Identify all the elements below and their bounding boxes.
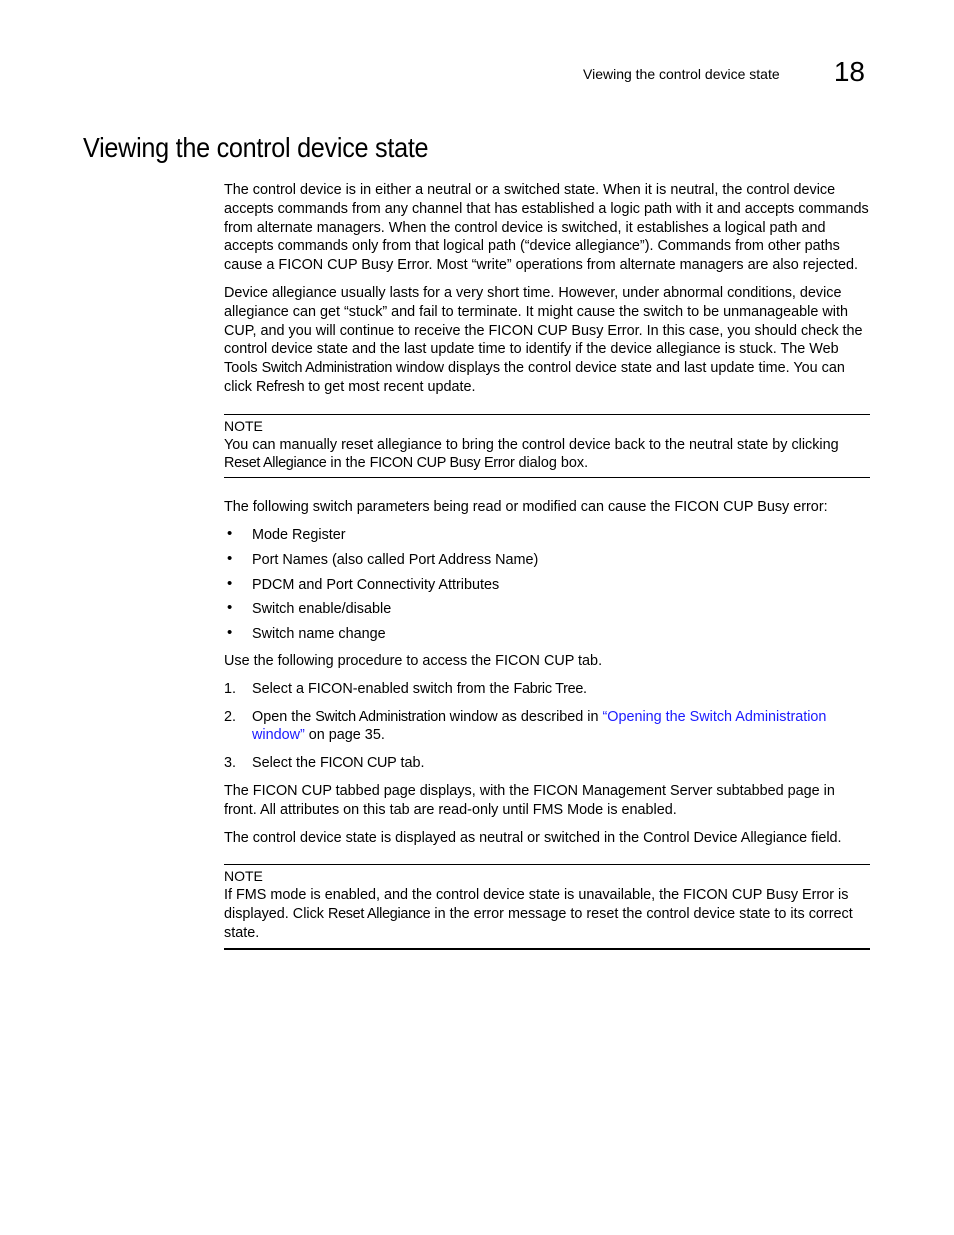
switch-administration-ui-term: Switch Administration [315,708,446,725]
note-box [224,864,870,949]
list-item: • PDCM and Port Connectivity Attributes [224,576,870,601]
params-intro: The following switch parameters being read or modified can cause the FICON CUP Busy error: [224,499,828,516]
chapter-number: 18 [833,56,865,87]
ficon-cup-busy-error-ui-term: FICON CUP Busy Error [369,455,515,472]
parameter-list [224,526,870,650]
cross-reference-link[interactable]: “Opening the Switch Administration window” [252,708,827,744]
note-label: NOTE [224,417,263,434]
refresh-ui-term: Refresh [255,378,305,395]
reset-allegiance-ui-term: Reset Allegiance [327,905,431,922]
note-label: NOTE [224,868,263,885]
list-item: • Port Names (also called Port Address Name) [224,551,870,576]
list-item: • Mode Register [224,526,870,551]
procedure-intro: Use the following procedure to access the FICON CUP tab. [224,652,603,669]
step-1: 1. Select a FICON-enabled switch from the Fabric Tree. [224,680,588,697]
reset-allegiance-ui-term: Reset Allegiance [224,455,327,472]
switch-administration-ui-term: Switch Administration [261,360,393,377]
step-3: 3. Select the FICON CUP tab. [224,755,425,772]
allegiance-paragraph: Device allegiance usually lasts for a very short time. However, under abnormal conditions, device allegiance can get “stuck” and fail to terminate. It might cause the switch to be unmanageable with CUP, and you will continue to receive the FICON CUP Busy Error. In this case, you should check the control device state and the last update time to identify if the device allegiance is stuck. The Web Tools Switch Administration window displays the control device state and last update time. You can click Refresh to get most recent update. [224,284,863,395]
note-text: You can manually reset allegiance to bring the control device back to the neutral state by clicking Reset Allegiance in the FICON CUP Busy Error dialog box. [224,436,839,472]
document-body [224,181,870,970]
note-text: If FMS mode is enabled, and the control device state is unavailable, the FICON CUP Busy Error is displayed. Click Reset Allegiance in the error message to reset the control device state to its correct state. [224,887,853,941]
allegiance-field-paragraph: The control device state is displayed as neutral or switched in the Control Device Allegiance field. [224,829,842,846]
step-2: 2. Open the Switch Administration window as described in “Opening the Switch Administration window” on page 35. [224,708,827,744]
list-item: • Switch enable/disable [224,600,870,625]
page-title: Viewing the control device state [83,132,429,163]
ficon-cup-ui-term: FICON CUP [320,755,397,772]
procedure-steps [224,680,870,773]
list-item: • Switch name change [224,625,870,650]
note-box [224,414,870,478]
running-title: Viewing the control device state [583,66,780,82]
result-paragraph: The FICON CUP tabbed page displays, with the FICON Management Server subtabbed page in front. All attributes on this tab are read-only until FMS Mode is enabled. [224,782,835,818]
running-header [583,58,865,88]
intro-paragraph: The control device is in either a neutral or a switched state. When it is neutral, the control device accepts commands from any channel that has established a logic path with it and accepts commands from alternate managers. When the control device is switched, it establishes a logical path and accepts commands only from that logical path (“device allegiance”). Commands from other paths cause a FICON CUP Busy Error. Most “write” operations from alternate managers are also rejected. [224,182,869,274]
fabric-tree-ui-term: Fabric Tree [513,680,584,697]
